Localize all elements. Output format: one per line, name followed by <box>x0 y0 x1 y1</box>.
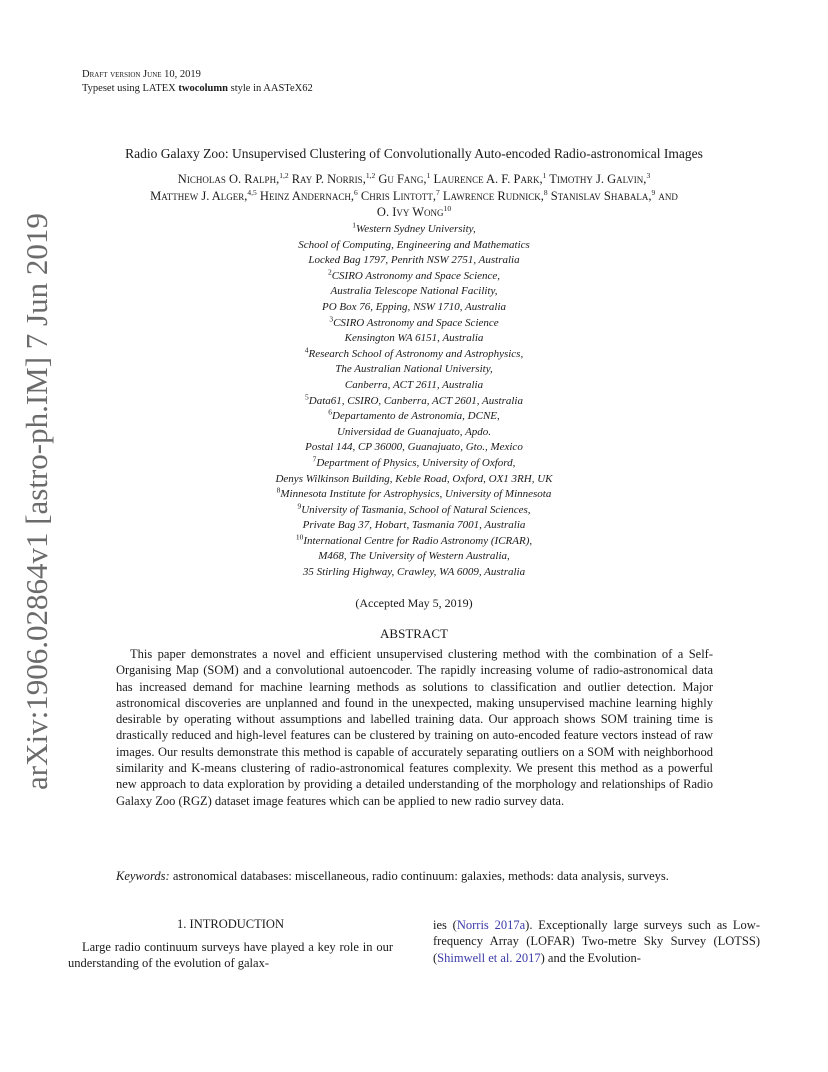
author <box>549 172 650 186</box>
accepted-date: (Accepted May 5, 2019) <box>355 596 473 610</box>
intro-column-right <box>433 917 760 966</box>
intro-column-left: Large radio continuum surveys have played a key role in our understanding of the evolution of galax- <box>68 940 393 971</box>
affiliation-line <box>214 518 614 534</box>
author <box>260 189 358 203</box>
affil-text: Minnesota Institute for Astrophysics, University of Minnesota <box>280 488 552 501</box>
abstract-text: This paper demonstrates a novel and efficient unsupervised clustering method with the combination of a Self-Organising Map (SOM) and a convolutional autoencoder. The rapidly increasing volume of radio-astronomical data has increased demand for machine learning methods as solutions to classification and outlier detection. Major astronomical discoveries are unplanned and found in the unexpected, making unsupervised machine learning highly desirable by operating without assumptions and labelled training data. Our approach shows SOM training time is drastically reduced and high-level features can be clustered by training on auto-encoded feature vectors instead of raw images. Our results demonstrate this method is capable of accurately separating outliers on a SOM with neighborhood similarity and K-means clustering of radio-astronomical features complexity. We present this method as a powerful new approach to data exploration by providing a detailed understanding of the morphology and relationships of Radio Galaxy Zoo (RGZ) dataset image features which can be applied to new radio survey data. <box>116 647 713 808</box>
affil-text: Universidad de Guanajuato, Apdo. <box>336 425 492 438</box>
author-affil-mark: 8 <box>543 187 548 197</box>
author-conjunction: and <box>658 188 678 203</box>
affil-number: 5 <box>305 391 309 401</box>
affiliation-line <box>214 440 614 456</box>
author-name: O. Ivy Wong <box>376 205 444 219</box>
author-affil-mark: 4,5 <box>247 187 257 197</box>
affil-text: Postal 144, CP 36000, Guanajuato, Gto., Mexico <box>305 441 523 454</box>
typeset-prefix: Typeset using <box>82 83 143 94</box>
affil-text: M468, The University of Western Australia, <box>318 550 510 563</box>
affiliation-line <box>214 347 614 363</box>
author-list <box>82 171 746 221</box>
author <box>551 189 656 203</box>
author-affil-mark: 1,2 <box>279 170 289 180</box>
author-name: Timothy J. Galvin, <box>549 172 647 186</box>
affiliation-line <box>214 456 614 472</box>
typeset-style: twocolumn <box>178 83 228 94</box>
affiliation-line <box>214 391 614 410</box>
author-affil-mark: 6 <box>354 187 358 197</box>
author-affil-mark: 1,2 <box>365 170 376 180</box>
affil-number: 3 <box>329 313 334 323</box>
author-affil-mark: 9 <box>651 187 656 197</box>
arxiv-stamp: arXiv:1906.02864v1 [astro-ph.IM] 7 Jun 2019 <box>19 213 54 790</box>
affiliation-line <box>214 503 614 519</box>
body-text: ). Exceptionally large surveys such as Low-frequency Array (LOFAR) Two-metre Sky Survey (LOTSS) ( <box>433 918 760 965</box>
affiliation-line <box>214 222 614 238</box>
affil-text: The Australian National University, <box>335 363 493 376</box>
affil-text: School of Computing, Engineering and Mathematics <box>298 238 530 251</box>
affil-number: 8 <box>276 485 281 495</box>
author-name: Laurence A. F. Park, <box>433 172 543 186</box>
abstract-heading: ABSTRACT <box>380 626 448 641</box>
affiliation-line <box>214 313 614 332</box>
author-name: Gu Fang, <box>378 172 427 186</box>
affil-number: 9 <box>297 501 302 511</box>
author <box>433 172 546 186</box>
affil-text: Data61, CSIRO, Canberra, ACT 2601, Australia <box>308 394 523 407</box>
typeset-suffix: style in AASTeX62 <box>227 83 313 94</box>
affil-text: Denys Wilkinson Building, Keble Road, Oxford, OX1 3RH, UK <box>275 472 553 485</box>
author-name: Lawrence Rudnick, <box>442 188 544 203</box>
keywords <box>116 868 713 884</box>
affiliation-line <box>214 300 614 316</box>
affil-number: 10 <box>295 532 304 542</box>
keywords-label: Keywords: <box>116 869 170 883</box>
affil-text: CSIRO Astronomy and Space Science <box>333 316 499 329</box>
affiliation-line <box>214 534 614 550</box>
affiliation-line <box>214 487 614 503</box>
author <box>178 172 289 186</box>
latex-logo: LATEX <box>142 83 176 94</box>
affiliation-line <box>214 362 614 378</box>
affil-text: Departamento de Astronomía, DCNE, <box>332 410 500 423</box>
author <box>443 189 548 203</box>
affil-text: 35 Stirling Highway, Crawley, WA 6009, Australia <box>302 566 526 579</box>
affil-number: 2 <box>327 267 332 277</box>
author-affil-mark: 1 <box>542 170 547 180</box>
affiliation-line <box>214 238 614 254</box>
affiliation-line <box>214 472 614 488</box>
affil-text: Western Sydney University, <box>356 223 476 235</box>
author-name: Heinz Andernach, <box>259 188 355 203</box>
affiliation-line <box>214 269 614 285</box>
author <box>150 189 257 203</box>
running-header <box>82 68 313 96</box>
author-affil-mark: 3 <box>646 170 651 180</box>
author-affil-mark: 10 <box>443 203 452 213</box>
draft-line: Draft version June 10, 2019 <box>82 69 201 80</box>
citation-link[interactable]: Norris 2017a <box>456 918 526 932</box>
affil-text: Department of Physics, University of Oxford, <box>316 456 516 469</box>
affil-text: Kensington WA 6151, Australia <box>344 332 484 345</box>
affil-text: Australia Telescope National Facility, <box>330 285 498 298</box>
author-name: Nicholas O. Ralph, <box>177 172 280 186</box>
author <box>377 205 451 219</box>
affil-text: PO Box 76, Epping, NSW 1710, Australia <box>321 300 507 313</box>
citation-link[interactable]: Shimwell et al. 2017 <box>437 950 541 965</box>
affiliation-line <box>214 549 614 565</box>
affil-number: 6 <box>328 407 332 417</box>
author <box>292 172 376 186</box>
author-affil-mark: 7 <box>435 187 440 197</box>
affil-number: 1 <box>352 220 357 230</box>
author <box>361 189 440 203</box>
affil-text: University of Tasmania, School of Natural Sciences, <box>301 503 531 516</box>
keywords-text: astronomical databases: miscellaneous, radio continuum: galaxies, methods: data analysis, surveys. <box>172 869 669 883</box>
affiliation-line <box>214 409 614 425</box>
affil-text: Locked Bag 1797, Penrith NSW 2751, Australia <box>308 254 520 267</box>
affiliation-line <box>214 378 614 394</box>
typeset-line <box>82 82 313 96</box>
author-name: Chris Lintott, <box>360 188 436 203</box>
affil-text: Private Bag 37, Hobart, Tasmania 7001, Australia <box>302 519 526 532</box>
affiliation-line <box>214 565 614 581</box>
author-name: Ray P. Norris, <box>291 172 366 186</box>
affiliation-line <box>214 253 614 269</box>
author-affil-mark: 1 <box>426 170 431 180</box>
affiliation-list <box>214 222 614 581</box>
affiliation-line <box>214 425 614 441</box>
body-text: ) and the Evolution- <box>540 950 641 965</box>
affiliation-line <box>214 331 614 347</box>
section-heading-introduction: 1. INTRODUCTION <box>177 917 284 931</box>
affil-text: CSIRO Astronomy and Space Science, <box>331 269 501 282</box>
paper-title: Radio Galaxy Zoo: Unsupervised Clustering of Convolutionally Auto-encoded Radio-astronomical Images <box>125 146 703 161</box>
affil-number: 4 <box>304 345 309 355</box>
affiliation-line <box>214 284 614 300</box>
author-name: Stanislav Shabala, <box>550 188 652 203</box>
author-name: Matthew J. Alger, <box>150 188 248 203</box>
author <box>378 172 430 186</box>
affil-text: Research School of Astronomy and Astrophysics, <box>308 347 524 360</box>
body-text: ies ( <box>433 918 457 932</box>
affil-text: Canberra, ACT 2611, Australia <box>344 378 484 391</box>
affil-number: 7 <box>312 454 317 464</box>
affil-text: International Centre for Radio Astronomy (ICRAR), <box>303 534 533 547</box>
